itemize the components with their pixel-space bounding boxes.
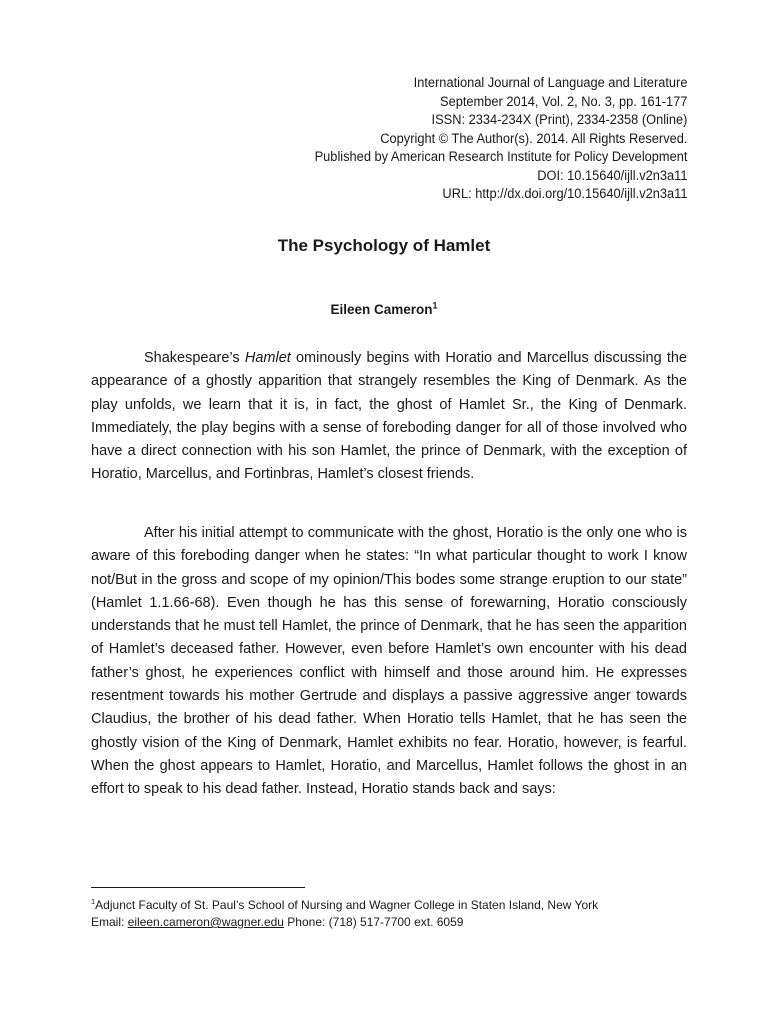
footnote-mark: 1 [91, 897, 96, 906]
paragraph-2-text: After his initial attempt to communicate with the ghost, Horatio is the only one who is aware of this foreboding danger when he states: “In what particular thought to work I know not/But in the gross and scope of my opinion/This bodes some strange eruption to our state” (Hamlet 1.1.66-68). Even though he has this sense of forewarning, Horatio consciously understands that he must tell Hamlet, the prince of Denmark, that he has seen the apparition of Hamlet’s deceased father. However, even before Hamlet’s own encounter with his dead father’s ghost, he experiences conflict with himself and those around him. He expresses resentment towards his mother Gertrude and displays a passive aggressive anger towards Claudius, the brother of his dead father. When Horatio tells Hamlet, that he has seen the ghostly vision of the King of Denmark, Hamlet exhibits no fear. Horatio, however, is fearful. When the ghost appears to Hamlet, Horatio, and Marcellus, Hamlet follows the ghost in an effort to speak to his dead father. Instead, Horatio stands back and says: [91, 525, 687, 798]
footnote-affiliation: Adjunct Faculty of St. Paul’s School of Nursing and Wagner College in Staten Island, New York [95, 898, 599, 912]
footnote-email-link[interactable]: eileen.cameron@wagner.edu [127, 915, 284, 929]
body-paragraph-2 [91, 522, 687, 802]
body-paragraph-1 [91, 347, 687, 487]
author-name: Eileen Cameron [330, 302, 433, 317]
paragraph-1-text: ominously begins with Horatio and Marcellus discussing the appearance of a ghostly apparition that strangely resembles the King of Denmark. As the play unfolds, we learn that it is, in fact, the ghost of Hamlet Sr., the King of Denmark. Immediately, the play begins with a sense of foreboding danger for all of those involved who have a direct connection with his son Hamlet, the prince of Denmark, with the exception of Horatio, Marcellus, and Fortinbras, Hamlet’s closest friends. [91, 350, 687, 483]
journal-issue: September 2014, Vol. 2, No. 3, pp. 161-177 [439, 93, 687, 109]
journal-issn: ISSN: 2334-234X (Print), 2334-2358 (Online) [431, 112, 687, 127]
author-line [0, 302, 768, 317]
footnote-email-label: Email: [91, 915, 128, 929]
author-footnote-mark: 1 [432, 300, 438, 311]
paper-title: The Psychology of Hamlet [277, 236, 491, 255]
paragraph-1-lead: Shakespeare’s [144, 350, 245, 366]
journal-name: International Journal of Language and Literature [413, 75, 687, 90]
journal-copyright: Copyright © The Author(s). 2014. All Rights Reserved. [379, 130, 687, 146]
footnote [91, 897, 687, 931]
journal-doi: DOI: 10.15640/ijll.v2n3a11 [536, 167, 687, 183]
paragraph-1-italic-title: Hamlet [244, 350, 291, 366]
footnote-divider [91, 887, 305, 888]
journal-publisher: Published by American Research Institute for Policy Development [314, 149, 687, 164]
footnote-line-1 [91, 897, 687, 914]
footnote-line-2 [91, 914, 687, 931]
journal-header [314, 74, 687, 204]
journal-url: URL: http://dx.doi.org/10.15640/ijll.v2n3a11 [441, 186, 687, 201]
footnote-phone: Phone: (718) 517-7700 ext. 6059 [283, 915, 464, 929]
